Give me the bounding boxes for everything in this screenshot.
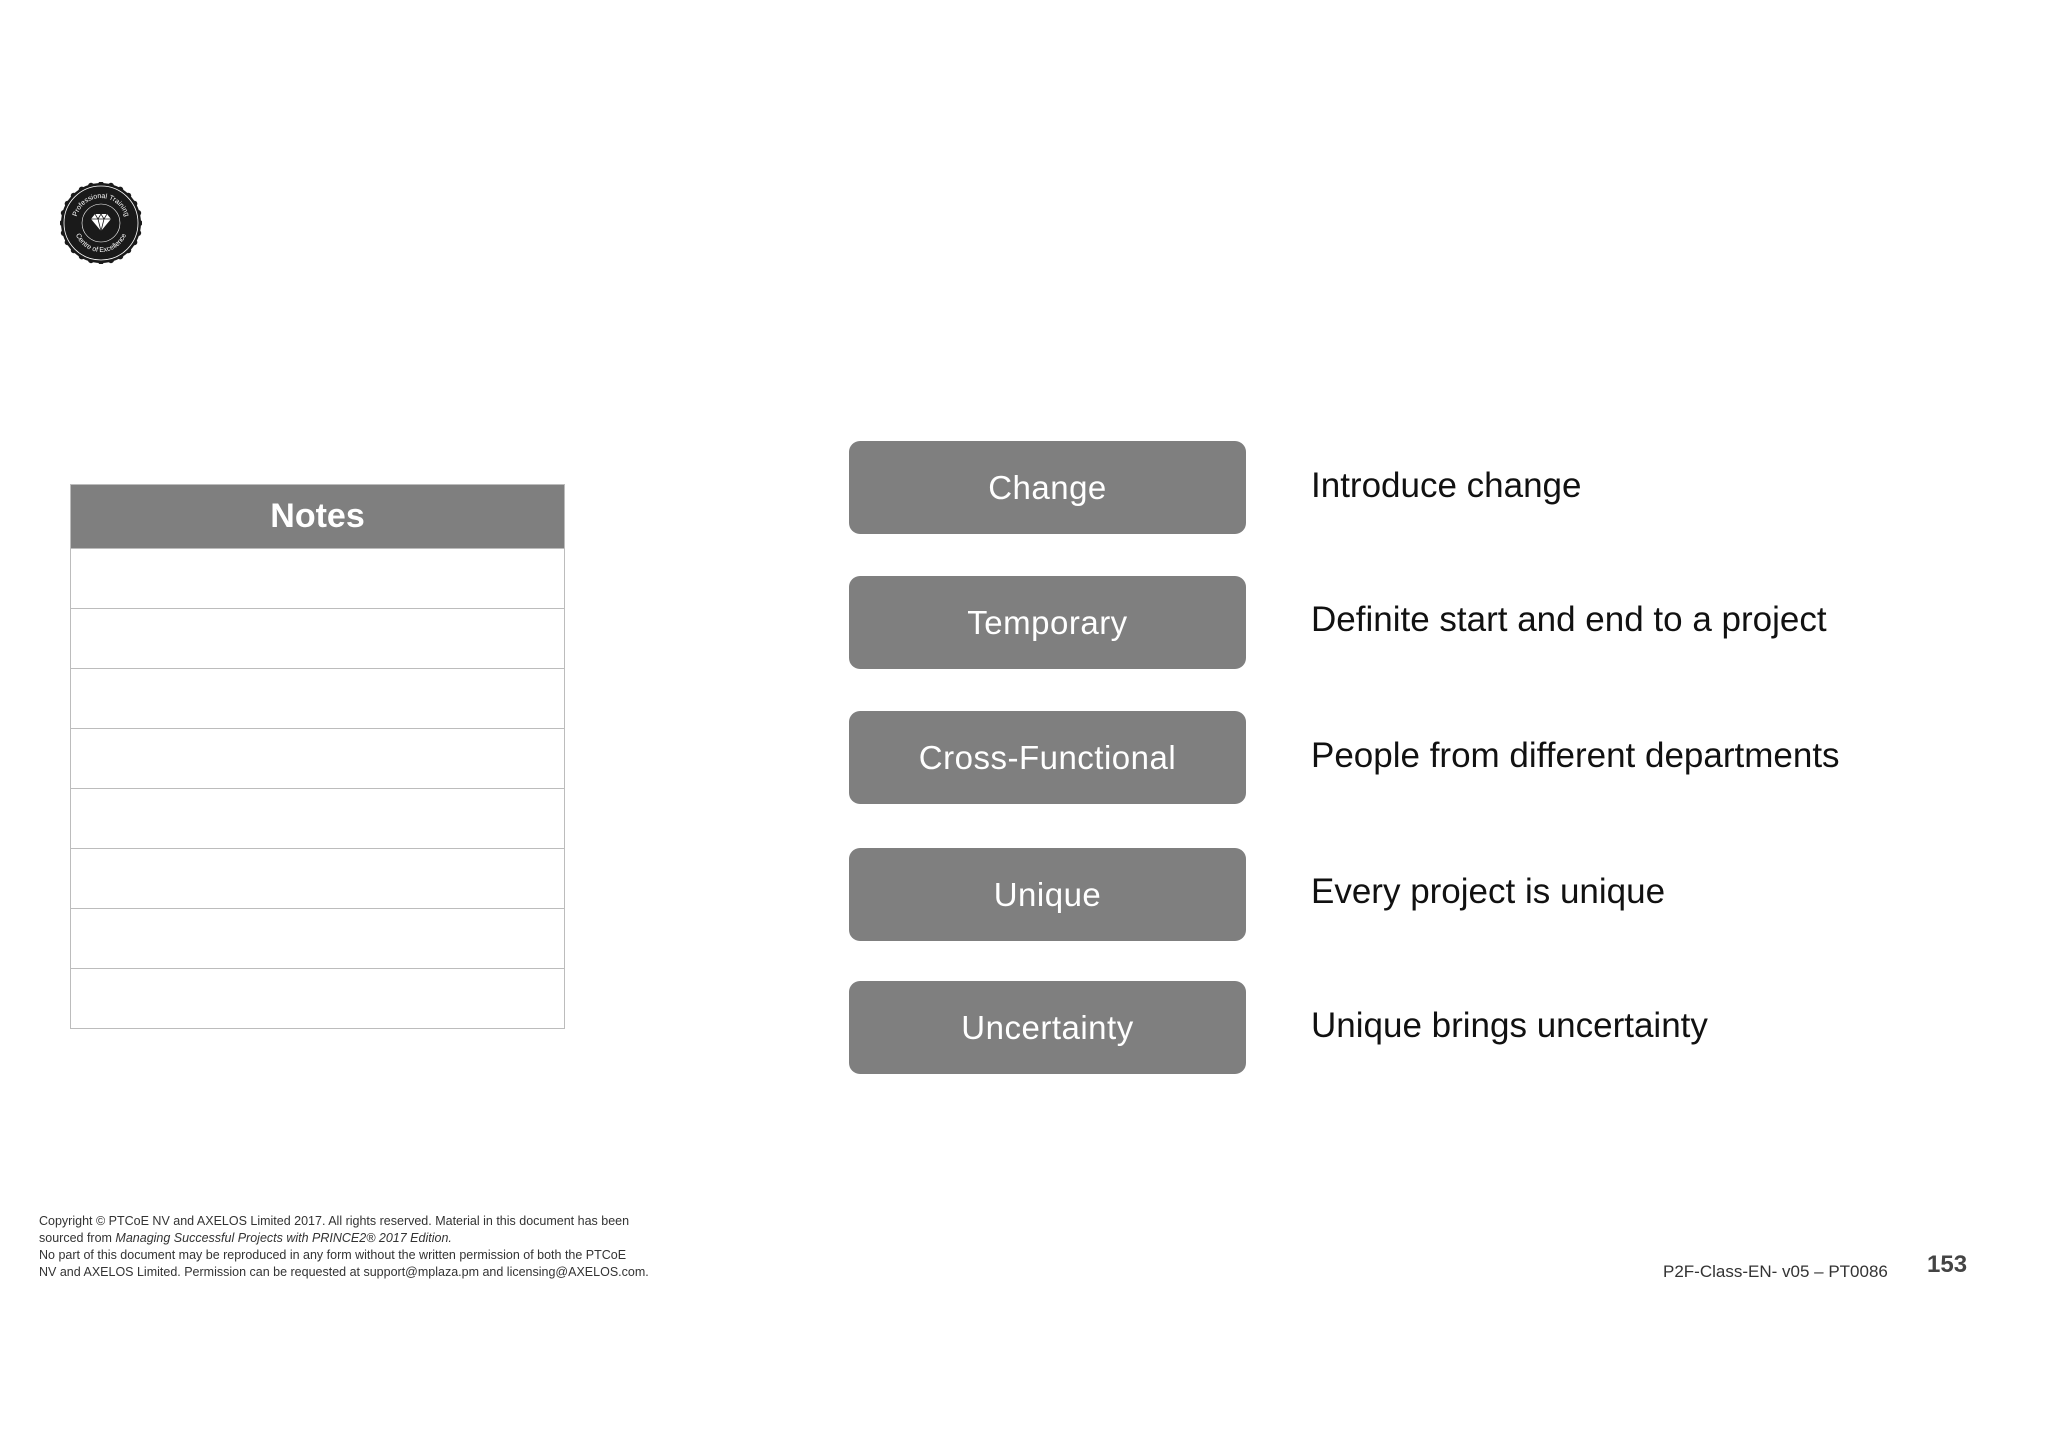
copyright-source-title: Managing Successful Projects with PRINCE2® 2017 Edition.: [115, 1231, 452, 1245]
notes-header: Notes: [71, 485, 564, 548]
copyright-source-line: [39, 1230, 739, 1247]
copyright-source-prefix: sourced from: [39, 1231, 116, 1245]
seal-text-bottom: Centre of Excellence: [73, 232, 129, 255]
notes-row[interactable]: [71, 548, 564, 608]
seal-text-top: Professional Training: [71, 192, 131, 218]
notes-row[interactable]: [71, 728, 564, 788]
copyright-line: No part of this document may be reproduced in any form without the written permission of both the PTCoE: [39, 1248, 627, 1262]
professional-training-seal-logo: [60, 182, 142, 264]
uncertainty-box: Uncertainty: [849, 981, 1246, 1074]
document-code: P2F-Class-EN- v05 – PT0086: [1663, 1262, 1888, 1281]
temporary-box: Temporary: [849, 576, 1246, 669]
copyright-notice: [39, 1213, 739, 1281]
notes-table: [70, 484, 565, 1029]
notes-row[interactable]: [71, 848, 564, 908]
page-number: 153: [1927, 1251, 1968, 1278]
uncertainty-description: Unique brings uncertainty: [1311, 1006, 1708, 1045]
unique-description: Every project is unique: [1311, 872, 1666, 911]
change-box: Change: [849, 441, 1246, 534]
notes-row[interactable]: [71, 668, 564, 728]
notes-row[interactable]: [71, 968, 564, 1028]
copyright-line: Copyright © PTCoE NV and AXELOS Limited 2017. All rights reserved. Material in this document has been: [39, 1214, 630, 1228]
change-description: Introduce change: [1311, 466, 1582, 505]
unique-box: Unique: [849, 848, 1246, 941]
notes-row[interactable]: [71, 908, 564, 968]
cross-functional-description: People from different departments: [1311, 736, 1840, 775]
notes-row[interactable]: [71, 608, 564, 668]
copyright-line: NV and AXELOS Limited. Permission can be requested at support@mplaza.pm and licensing@AXELOS.com.: [39, 1265, 649, 1279]
notes-row[interactable]: [71, 788, 564, 848]
temporary-description: Definite start and end to a project: [1311, 600, 1827, 639]
cross-functional-box: Cross-Functional: [849, 711, 1246, 804]
